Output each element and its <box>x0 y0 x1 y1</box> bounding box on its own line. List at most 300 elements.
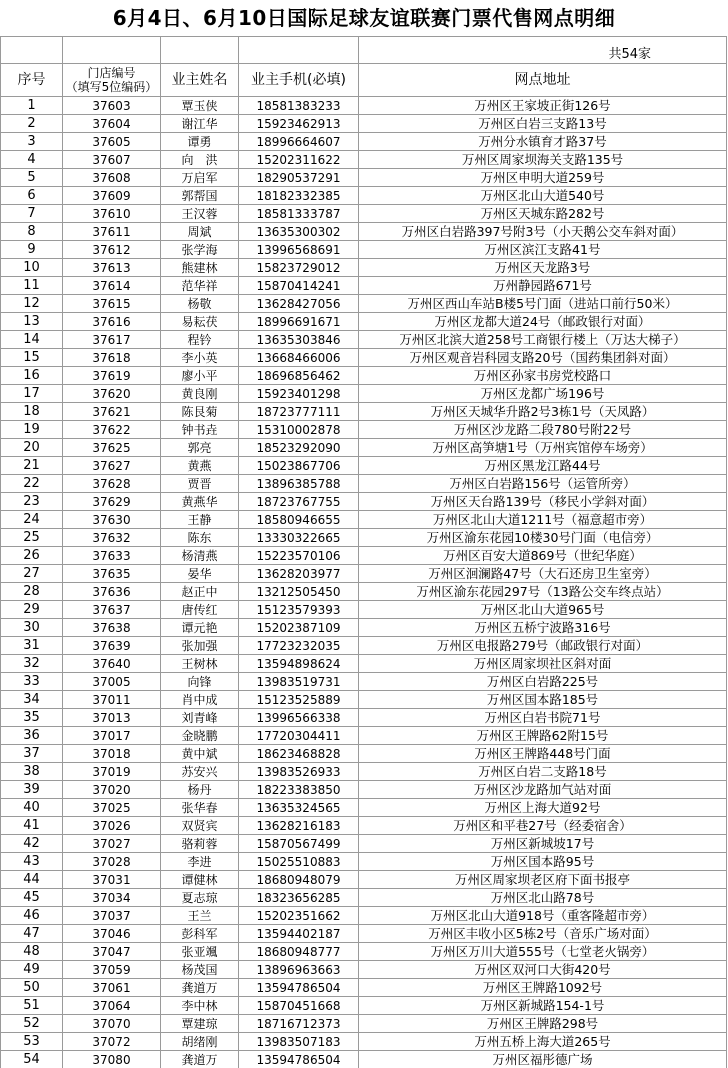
row-index-cell[interactable]: 37 <box>1 745 63 763</box>
row-index-cell[interactable]: 22 <box>1 475 63 493</box>
owner-name-cell[interactable]: 谭健林 <box>161 871 239 889</box>
owner-phone-cell[interactable]: 13212505450 <box>239 583 359 601</box>
owner-phone-cell[interactable]: 15870451668 <box>239 997 359 1015</box>
address-cell[interactable]: 万州区天城东路282号 <box>359 205 727 223</box>
row-index-cell[interactable]: 54 <box>1 1051 63 1068</box>
store-code-cell[interactable]: 37013 <box>63 709 161 727</box>
store-code-cell[interactable]: 37017 <box>63 727 161 745</box>
owner-name-cell[interactable]: 夏志琼 <box>161 889 239 907</box>
row-index-cell[interactable]: 9 <box>1 241 63 259</box>
row-index-cell[interactable]: 4 <box>1 151 63 169</box>
owner-name-cell[interactable]: 廖小平 <box>161 367 239 385</box>
address-cell[interactable]: 万州区百安大道869号（世纪华庭） <box>359 547 727 565</box>
store-code-cell[interactable]: 37614 <box>63 277 161 295</box>
store-code-cell[interactable]: 37615 <box>63 295 161 313</box>
owner-phone-cell[interactable]: 18581383233 <box>239 97 359 115</box>
store-code-cell[interactable]: 37037 <box>63 907 161 925</box>
owner-phone-cell[interactable]: 13635324565 <box>239 799 359 817</box>
row-index-cell[interactable]: 10 <box>1 259 63 277</box>
store-code-cell[interactable]: 37028 <box>63 853 161 871</box>
owner-phone-cell[interactable]: 13996568691 <box>239 241 359 259</box>
store-code-cell[interactable]: 37610 <box>63 205 161 223</box>
address-cell[interactable]: 万州区北山大道1211号（福意超市旁） <box>359 511 727 529</box>
row-index-cell[interactable]: 52 <box>1 1015 63 1033</box>
row-index-cell[interactable]: 43 <box>1 853 63 871</box>
store-code-cell[interactable]: 37638 <box>63 619 161 637</box>
row-index-cell[interactable]: 35 <box>1 709 63 727</box>
store-code-cell[interactable]: 37627 <box>63 457 161 475</box>
owner-phone-cell[interactable]: 15202351662 <box>239 907 359 925</box>
owner-phone-cell[interactable]: 15025510883 <box>239 853 359 871</box>
header-row <box>1 64 727 97</box>
address-cell[interactable]: 万州区白岩路156号（运管所旁） <box>359 475 727 493</box>
address-cell[interactable]: 万州五桥上海大道265号 <box>359 1033 727 1051</box>
address-cell[interactable]: 万州区沙龙路二段780号附22号 <box>359 421 727 439</box>
owner-name-cell[interactable]: 张华春 <box>161 799 239 817</box>
owner-phone-cell[interactable]: 18680948777 <box>239 943 359 961</box>
store-code-cell[interactable]: 37026 <box>63 817 161 835</box>
store-code-cell[interactable]: 37059 <box>63 961 161 979</box>
row-index-cell[interactable]: 45 <box>1 889 63 907</box>
owner-name-cell[interactable]: 李中林 <box>161 997 239 1015</box>
address-cell[interactable]: 万州区白岩书院71号 <box>359 709 727 727</box>
address-cell[interactable]: 万州静园路671号 <box>359 277 727 295</box>
address-cell[interactable]: 万州区周家坝老区府下面书报亭 <box>359 871 727 889</box>
store-code-cell[interactable]: 37027 <box>63 835 161 853</box>
owner-name-cell[interactable]: 王汉蓉 <box>161 205 239 223</box>
address-cell[interactable]: 万州区新城路154-1号 <box>359 997 727 1015</box>
store-code-cell[interactable]: 37620 <box>63 385 161 403</box>
address-cell[interactable]: 万州区国本路185号 <box>359 691 727 709</box>
address-cell[interactable]: 万州区北山路78号 <box>359 889 727 907</box>
owner-phone-cell[interactable]: 18996691671 <box>239 313 359 331</box>
owner-name-cell[interactable]: 杨敬 <box>161 295 239 313</box>
store-code-cell[interactable]: 37064 <box>63 997 161 1015</box>
store-code-cell[interactable]: 37636 <box>63 583 161 601</box>
owner-name-cell[interactable]: 双贤宾 <box>161 817 239 835</box>
store-code-cell[interactable]: 37628 <box>63 475 161 493</box>
table-row <box>1 295 727 313</box>
table-row <box>1 619 727 637</box>
store-code-cell[interactable]: 37047 <box>63 943 161 961</box>
owner-phone-cell[interactable]: 15023867706 <box>239 457 359 475</box>
owner-phone-cell[interactable]: 15123579393 <box>239 601 359 619</box>
row-index-cell[interactable]: 40 <box>1 799 63 817</box>
address-cell[interactable]: 万州区滨江支路41号 <box>359 241 727 259</box>
owner-name-cell[interactable]: 黄燕华 <box>161 493 239 511</box>
table-row <box>1 907 727 925</box>
store-code-cell[interactable]: 37025 <box>63 799 161 817</box>
table-row <box>1 1033 727 1051</box>
owner-phone-cell[interactable]: 18580946655 <box>239 511 359 529</box>
owner-phone-cell[interactable]: 13628427056 <box>239 295 359 313</box>
row-index-cell[interactable]: 42 <box>1 835 63 853</box>
store-code-cell[interactable]: 37608 <box>63 169 161 187</box>
owner-phone-cell[interactable]: 13330322665 <box>239 529 359 547</box>
owner-name-cell[interactable]: 张学海 <box>161 241 239 259</box>
address-cell[interactable]: 万州区白岩路225号 <box>359 673 727 691</box>
store-code-cell[interactable]: 37603 <box>63 97 161 115</box>
row-index-cell[interactable]: 13 <box>1 313 63 331</box>
store-code-cell[interactable]: 37619 <box>63 367 161 385</box>
row-index-cell[interactable]: 18 <box>1 403 63 421</box>
store-code-cell[interactable]: 37637 <box>63 601 161 619</box>
owner-phone-cell[interactable]: 18290537291 <box>239 169 359 187</box>
table-row <box>1 205 727 223</box>
address-cell[interactable]: 万州区白岩三支路13号 <box>359 115 727 133</box>
owner-name-cell[interactable]: 骆莉蓉 <box>161 835 239 853</box>
row-index-cell[interactable]: 48 <box>1 943 63 961</box>
owner-phone-cell[interactable]: 18223383850 <box>239 781 359 799</box>
owner-name-cell[interactable]: 熊建林 <box>161 259 239 277</box>
owner-name-cell[interactable]: 王树林 <box>161 655 239 673</box>
table-row <box>1 439 727 457</box>
owner-name-cell[interactable]: 王兰 <box>161 907 239 925</box>
row-index-cell[interactable]: 1 <box>1 97 63 115</box>
row-index-cell[interactable]: 12 <box>1 295 63 313</box>
address-cell[interactable]: 万州区孙家书房党校路口 <box>359 367 727 385</box>
owner-name-cell[interactable]: 苏安兴 <box>161 763 239 781</box>
address-cell[interactable]: 万州区王牌路448号门面 <box>359 745 727 763</box>
row-index-cell[interactable]: 5 <box>1 169 63 187</box>
owner-phone-cell[interactable]: 18581333787 <box>239 205 359 223</box>
address-cell[interactable]: 万州区申明大道259号 <box>359 169 727 187</box>
table-row <box>1 655 727 673</box>
owner-name-cell[interactable]: 郭亮 <box>161 439 239 457</box>
address-cell[interactable]: 万州区龙都广场196号 <box>359 385 727 403</box>
address-cell[interactable]: 万州区天龙路3号 <box>359 259 727 277</box>
table-row <box>1 925 727 943</box>
owner-name-cell[interactable]: 郭帮国 <box>161 187 239 205</box>
store-code-cell[interactable]: 37605 <box>63 133 161 151</box>
row-index-cell[interactable]: 50 <box>1 979 63 997</box>
owner-name-cell[interactable]: 金晓鹏 <box>161 727 239 745</box>
row-index-cell[interactable]: 6 <box>1 187 63 205</box>
store-code-cell[interactable]: 37635 <box>63 565 161 583</box>
address-cell[interactable]: 万州区白岩二支路18号 <box>359 763 727 781</box>
address-cell[interactable]: 万州区上海大道92号 <box>359 799 727 817</box>
address-cell[interactable]: 万州区王家坡正街126号 <box>359 97 727 115</box>
address-cell[interactable]: 万州区观音岩科园支路20号（国药集团斜对面） <box>359 349 727 367</box>
store-code-cell[interactable]: 37604 <box>63 115 161 133</box>
owner-name-cell[interactable]: 刘青峰 <box>161 709 239 727</box>
owner-name-cell[interactable]: 肖中成 <box>161 691 239 709</box>
owner-phone-cell[interactable]: 18523292090 <box>239 439 359 457</box>
owner-phone-cell[interactable]: 13896963663 <box>239 961 359 979</box>
owner-phone-cell[interactable]: 13594402187 <box>239 925 359 943</box>
address-cell[interactable]: 万州区五桥宁波路316号 <box>359 619 727 637</box>
owner-name-cell[interactable]: 龚道万 <box>161 1051 239 1068</box>
store-code-cell[interactable]: 37011 <box>63 691 161 709</box>
store-code-cell[interactable]: 37633 <box>63 547 161 565</box>
owner-name-cell[interactable]: 黄燕 <box>161 457 239 475</box>
owner-name-cell[interactable]: 钟书垚 <box>161 421 239 439</box>
header-index[interactable]: 序号 <box>1 64 63 97</box>
row-index-cell[interactable]: 3 <box>1 133 63 151</box>
owner-name-cell[interactable]: 张亚颯 <box>161 943 239 961</box>
total-count-cell[interactable]: 共54家 <box>359 37 727 64</box>
owner-phone-cell[interactable]: 18723767755 <box>239 493 359 511</box>
owner-phone-cell[interactable]: 18696856462 <box>239 367 359 385</box>
store-code-cell[interactable]: 37632 <box>63 529 161 547</box>
store-code-cell[interactable]: 37061 <box>63 979 161 997</box>
store-code-cell[interactable]: 37019 <box>63 763 161 781</box>
owner-name-cell[interactable]: 谭勇 <box>161 133 239 151</box>
store-code-cell[interactable]: 37616 <box>63 313 161 331</box>
store-code-cell[interactable]: 37005 <box>63 673 161 691</box>
address-cell[interactable]: 万州区国本路95号 <box>359 853 727 871</box>
owner-name-cell[interactable]: 陈东 <box>161 529 239 547</box>
table-row <box>1 475 727 493</box>
owner-phone-cell[interactable]: 15202387109 <box>239 619 359 637</box>
owner-phone-cell[interactable]: 15123525889 <box>239 691 359 709</box>
store-code-cell[interactable]: 37640 <box>63 655 161 673</box>
table-row <box>1 187 727 205</box>
store-code-cell[interactable]: 37031 <box>63 871 161 889</box>
owner-phone-cell[interactable]: 13594898624 <box>239 655 359 673</box>
row-index-cell[interactable]: 24 <box>1 511 63 529</box>
address-cell[interactable]: 万州区北山大道965号 <box>359 601 727 619</box>
row-index-cell[interactable]: 51 <box>1 997 63 1015</box>
owner-name-cell[interactable]: 张加强 <box>161 637 239 655</box>
store-code-cell[interactable]: 37639 <box>63 637 161 655</box>
count-row <box>1 37 727 64</box>
owner-phone-cell[interactable]: 18680948079 <box>239 871 359 889</box>
owner-phone-cell[interactable]: 13628216183 <box>239 817 359 835</box>
owner-name-cell[interactable]: 覃玉侠 <box>161 97 239 115</box>
owner-name-cell[interactable]: 胡绪刚 <box>161 1033 239 1051</box>
row-index-cell[interactable]: 2 <box>1 115 63 133</box>
header-address[interactable]: 网点地址 <box>359 64 727 97</box>
store-code-cell[interactable]: 37046 <box>63 925 161 943</box>
address-cell[interactable]: 万州区天台路139号（移民小学斜对面） <box>359 493 727 511</box>
owner-name-cell[interactable]: 龚道万 <box>161 979 239 997</box>
row-index-cell[interactable]: 19 <box>1 421 63 439</box>
row-index-cell[interactable]: 7 <box>1 205 63 223</box>
row-index-cell[interactable]: 21 <box>1 457 63 475</box>
owner-name-cell[interactable]: 向锋 <box>161 673 239 691</box>
owner-name-cell[interactable]: 程钤 <box>161 331 239 349</box>
store-code-cell[interactable]: 37080 <box>63 1051 161 1068</box>
blank-cell[interactable] <box>1 37 63 64</box>
row-index-cell[interactable]: 11 <box>1 277 63 295</box>
owner-phone-cell[interactable]: 17720304411 <box>239 727 359 745</box>
owner-name-cell[interactable]: 谭元艳 <box>161 619 239 637</box>
owner-name-cell[interactable]: 向 洪 <box>161 151 239 169</box>
address-cell[interactable]: 万州分水镇育才路37号 <box>359 133 727 151</box>
store-code-cell[interactable]: 37629 <box>63 493 161 511</box>
store-code-cell[interactable]: 37625 <box>63 439 161 457</box>
row-index-cell[interactable]: 14 <box>1 331 63 349</box>
address-cell[interactable]: 万州区王牌路62附15号 <box>359 727 727 745</box>
owner-name-cell[interactable]: 杨丹 <box>161 781 239 799</box>
owner-phone-cell[interactable]: 18623468828 <box>239 745 359 763</box>
owner-name-cell[interactable]: 万启军 <box>161 169 239 187</box>
owner-name-cell[interactable]: 赵正中 <box>161 583 239 601</box>
address-cell[interactable]: 万州区北滨大道258号工商银行楼上（万达大梯子） <box>359 331 727 349</box>
store-code-cell[interactable]: 37018 <box>63 745 161 763</box>
store-code-cell[interactable]: 37070 <box>63 1015 161 1033</box>
store-code-cell[interactable]: 37613 <box>63 259 161 277</box>
row-index-cell[interactable]: 33 <box>1 673 63 691</box>
row-index-cell[interactable]: 41 <box>1 817 63 835</box>
address-cell[interactable]: 万州区周家坝社区斜对面 <box>359 655 727 673</box>
address-cell[interactable]: 万州区电报路279号（邮政银行对面） <box>359 637 727 655</box>
address-cell[interactable]: 万州区黑龙江路44号 <box>359 457 727 475</box>
row-index-cell[interactable]: 25 <box>1 529 63 547</box>
owner-phone-cell[interactable]: 18323656285 <box>239 889 359 907</box>
owner-name-cell[interactable]: 彭科军 <box>161 925 239 943</box>
row-index-cell[interactable]: 20 <box>1 439 63 457</box>
store-code-cell[interactable]: 37034 <box>63 889 161 907</box>
address-cell[interactable]: 万州区高笋塘1号（万州宾馆停车场旁） <box>359 439 727 457</box>
store-code-cell[interactable]: 37612 <box>63 241 161 259</box>
row-index-cell[interactable]: 31 <box>1 637 63 655</box>
owner-name-cell[interactable]: 谢江华 <box>161 115 239 133</box>
table-row <box>1 223 727 241</box>
row-index-cell[interactable]: 32 <box>1 655 63 673</box>
header-store-code[interactable] <box>63 64 161 97</box>
store-code-cell[interactable]: 37609 <box>63 187 161 205</box>
owner-phone-cell[interactable]: 13635303846 <box>239 331 359 349</box>
owner-phone-cell[interactable]: 15823729012 <box>239 259 359 277</box>
address-cell[interactable]: 万州区王牌路298号 <box>359 1015 727 1033</box>
address-cell[interactable]: 万州区丰收小区5栋2号（音乐广场对面） <box>359 925 727 943</box>
owner-phone-cell[interactable]: 15923401298 <box>239 385 359 403</box>
owner-name-cell[interactable]: 陈艮菊 <box>161 403 239 421</box>
owner-phone-cell[interactable]: 15870567499 <box>239 835 359 853</box>
header-phone[interactable]: 业主手机(必填) <box>239 64 359 97</box>
owner-name-cell[interactable]: 覃建琼 <box>161 1015 239 1033</box>
owner-phone-cell[interactable]: 13983507183 <box>239 1033 359 1051</box>
row-index-cell[interactable]: 29 <box>1 601 63 619</box>
address-cell[interactable]: 万州区北山大道540号 <box>359 187 727 205</box>
blank-cell[interactable] <box>63 37 161 64</box>
owner-phone-cell[interactable]: 18996664607 <box>239 133 359 151</box>
owner-phone-cell[interactable]: 17723232035 <box>239 637 359 655</box>
row-index-cell[interactable]: 26 <box>1 547 63 565</box>
address-cell[interactable]: 万州区北山大道918号（重客隆超市旁） <box>359 907 727 925</box>
owner-phone-cell[interactable]: 13628203977 <box>239 565 359 583</box>
owner-phone-cell[interactable]: 13896385788 <box>239 475 359 493</box>
store-code-cell[interactable]: 37630 <box>63 511 161 529</box>
owner-name-cell[interactable]: 黄中斌 <box>161 745 239 763</box>
row-index-cell[interactable]: 16 <box>1 367 63 385</box>
address-cell[interactable]: 万州区西山车站B楼5号门面（进站口前行50米） <box>359 295 727 313</box>
table-row <box>1 835 727 853</box>
table-row <box>1 1051 727 1068</box>
row-index-cell[interactable]: 39 <box>1 781 63 799</box>
row-index-cell[interactable]: 44 <box>1 871 63 889</box>
table-row <box>1 97 727 115</box>
address-cell[interactable]: 万州区周家坝海关支路135号 <box>359 151 727 169</box>
owner-name-cell[interactable]: 易耘茯 <box>161 313 239 331</box>
owner-phone-cell[interactable]: 13594786504 <box>239 979 359 997</box>
address-cell[interactable]: 万州区王牌路1092号 <box>359 979 727 997</box>
owner-name-cell[interactable]: 李小英 <box>161 349 239 367</box>
blank-cell[interactable] <box>239 37 359 64</box>
address-cell[interactable]: 万州区万川大道555号（七堂老火锅旁） <box>359 943 727 961</box>
owner-phone-cell[interactable]: 13594786504 <box>239 1051 359 1068</box>
row-index-cell[interactable]: 30 <box>1 619 63 637</box>
address-cell[interactable]: 万州区天城华升路2号3栋1号（天凤路） <box>359 403 727 421</box>
owner-name-cell[interactable]: 周斌 <box>161 223 239 241</box>
store-code-cell[interactable]: 37020 <box>63 781 161 799</box>
owner-name-cell[interactable]: 李进 <box>161 853 239 871</box>
store-code-cell[interactable]: 37072 <box>63 1033 161 1051</box>
row-index-cell[interactable]: 34 <box>1 691 63 709</box>
address-cell[interactable]: 万州区龙都大道24号（邮政银行对面） <box>359 313 727 331</box>
table-row <box>1 277 727 295</box>
row-index-cell[interactable]: 53 <box>1 1033 63 1051</box>
owner-name-cell[interactable]: 杨茂国 <box>161 961 239 979</box>
address-cell[interactable]: 万州区双河口大街420号 <box>359 961 727 979</box>
owner-name-cell[interactable]: 唐传红 <box>161 601 239 619</box>
store-code-cell[interactable]: 37611 <box>63 223 161 241</box>
header-owner[interactable]: 业主姓名 <box>161 64 239 97</box>
owner-phone-cell[interactable]: 15870414241 <box>239 277 359 295</box>
row-index-cell[interactable]: 27 <box>1 565 63 583</box>
owner-phone-cell[interactable]: 13668466006 <box>239 349 359 367</box>
store-code-cell[interactable]: 37618 <box>63 349 161 367</box>
owner-phone-cell[interactable]: 13996566338 <box>239 709 359 727</box>
owner-phone-cell[interactable]: 15310002878 <box>239 421 359 439</box>
row-index-cell[interactable]: 47 <box>1 925 63 943</box>
address-cell[interactable]: 万州区渝东花园297号（13路公交车终点站） <box>359 583 727 601</box>
store-code-cell[interactable]: 37617 <box>63 331 161 349</box>
blank-cell[interactable] <box>161 37 239 64</box>
owner-phone-cell[interactable]: 15202311622 <box>239 151 359 169</box>
owner-phone-cell[interactable]: 13983519731 <box>239 673 359 691</box>
owner-phone-cell[interactable]: 15223570106 <box>239 547 359 565</box>
count-row-table <box>0 36 727 64</box>
row-index-cell[interactable]: 23 <box>1 493 63 511</box>
owner-name-cell[interactable]: 贾晋 <box>161 475 239 493</box>
owner-name-cell[interactable]: 杨清燕 <box>161 547 239 565</box>
address-cell[interactable]: 万州区沙龙路加气站对面 <box>359 781 727 799</box>
owner-phone-cell[interactable]: 13635300302 <box>239 223 359 241</box>
owner-name-cell[interactable]: 晏华 <box>161 565 239 583</box>
owner-phone-cell[interactable]: 18716712373 <box>239 1015 359 1033</box>
address-cell[interactable]: 万州区洄澜路47号（大石还房卫生室旁） <box>359 565 727 583</box>
table-row <box>1 727 727 745</box>
address-cell[interactable]: 万州区白岩路397号附3号（小天鹅公交车斜对面） <box>359 223 727 241</box>
row-index-cell[interactable]: 15 <box>1 349 63 367</box>
owner-phone-cell[interactable]: 18182332385 <box>239 187 359 205</box>
owner-phone-cell[interactable]: 13983526933 <box>239 763 359 781</box>
row-index-cell[interactable]: 8 <box>1 223 63 241</box>
owner-phone-cell[interactable]: 18723777111 <box>239 403 359 421</box>
row-index-cell[interactable]: 38 <box>1 763 63 781</box>
row-index-cell[interactable]: 36 <box>1 727 63 745</box>
store-code-cell[interactable]: 37622 <box>63 421 161 439</box>
table-row <box>1 421 727 439</box>
address-cell[interactable]: 万州区新城坡17号 <box>359 835 727 853</box>
row-index-cell[interactable]: 28 <box>1 583 63 601</box>
address-cell[interactable]: 万州区渝东花园10楼30号门面（电信旁） <box>359 529 727 547</box>
store-code-cell[interactable]: 37621 <box>63 403 161 421</box>
store-code-cell[interactable]: 37607 <box>63 151 161 169</box>
row-index-cell[interactable]: 17 <box>1 385 63 403</box>
row-index-cell[interactable]: 49 <box>1 961 63 979</box>
address-cell[interactable]: 万州区和平巷27号（经委宿舍） <box>359 817 727 835</box>
address-cell[interactable]: 万州区福彤德广场 <box>359 1051 727 1068</box>
row-index-cell[interactable]: 46 <box>1 907 63 925</box>
owner-name-cell[interactable]: 王静 <box>161 511 239 529</box>
owner-phone-cell[interactable]: 15923462913 <box>239 115 359 133</box>
owner-name-cell[interactable]: 范华祥 <box>161 277 239 295</box>
owner-name-cell[interactable]: 黄良刚 <box>161 385 239 403</box>
